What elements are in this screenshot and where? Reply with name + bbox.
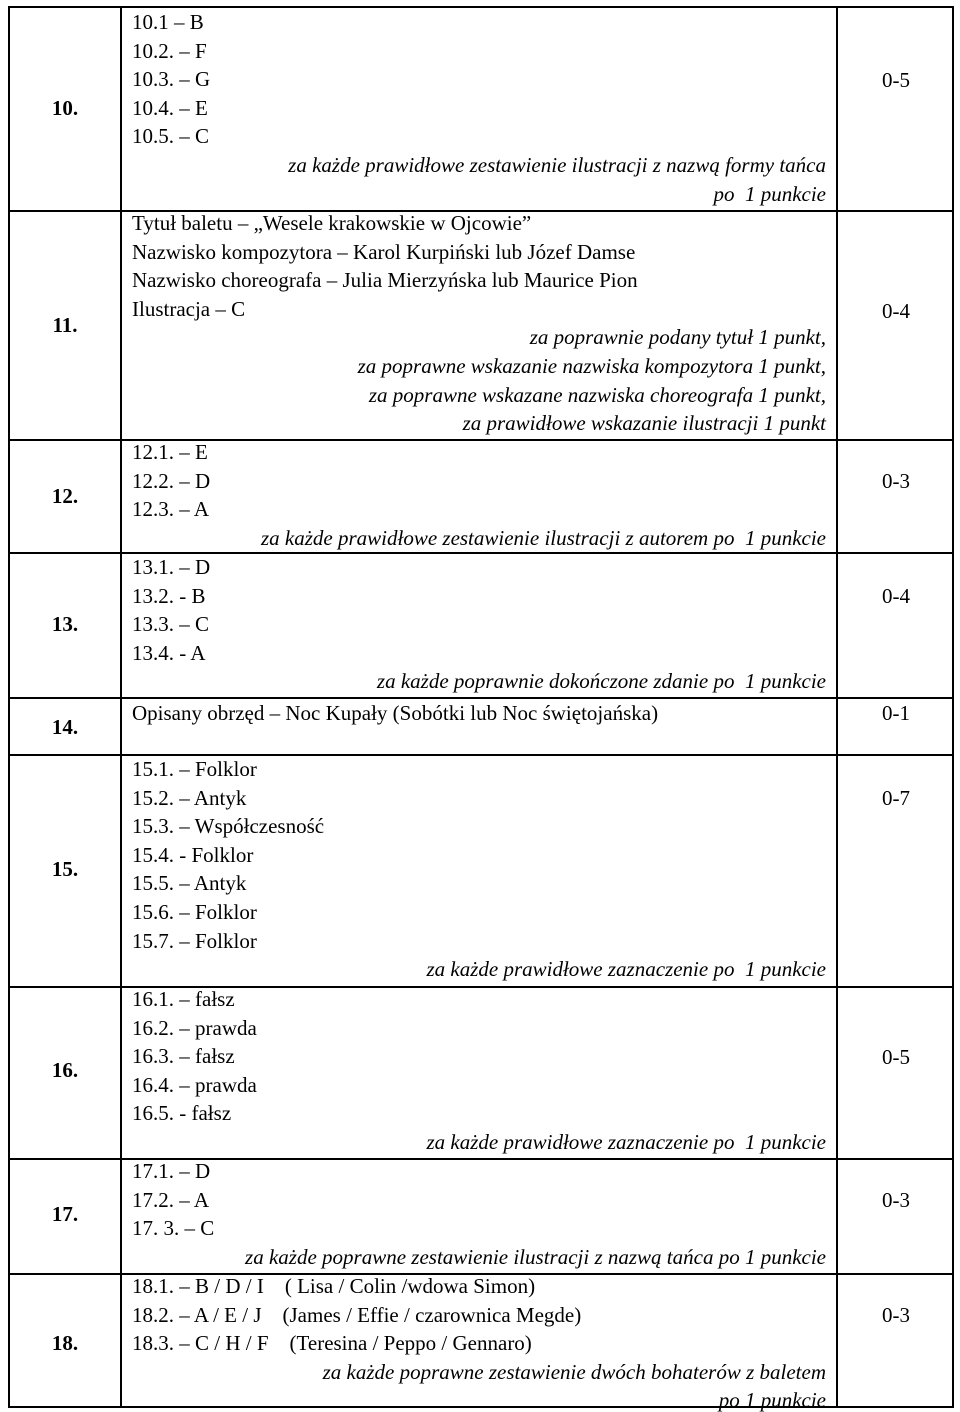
answer-line: 16.4. – prawda	[132, 1072, 257, 1097]
answer-line: 17. 3. – C	[132, 1216, 215, 1241]
scoring-note: za każde poprawne zestawienie dwóch bohaterów z baletem	[322, 1359, 826, 1384]
scoring-note: za poprawne wskazane nazwiska choreografa 1 punkt,	[368, 382, 826, 407]
answer-line: 16.5. - fałsz	[132, 1101, 232, 1126]
answer-line: 10.3. – G	[132, 67, 211, 92]
question-number: 14.	[51, 715, 79, 739]
answer-line: 18.2. – A / E / J (James / Effie / czarownica Megde)	[132, 1302, 582, 1327]
answer-line: 10.5. – C	[132, 124, 210, 149]
column-divider-points	[836, 8, 838, 1406]
answer-line: 18.3. – C / H / F (Teresina / Peppo / Gennaro)	[132, 1331, 532, 1356]
row-separator	[10, 1158, 952, 1160]
question-number: 17.	[51, 1202, 79, 1226]
answer-line: 12.2. – D	[132, 468, 211, 493]
answer-line: 15.2. – Antyk	[132, 785, 247, 810]
answer-line: 17.2. – A	[132, 1187, 210, 1212]
scoring-note: za każde prawidłowe zestawienie ilustracji z nazwą formy tańca	[288, 153, 826, 177]
answer-line: 15.3. – Współczesność	[132, 814, 325, 839]
row-separator	[10, 210, 952, 212]
row-separator	[10, 697, 952, 699]
points-value: 0-7	[882, 786, 910, 810]
row-separator	[10, 754, 952, 756]
row-separator	[10, 552, 952, 554]
row-separator	[10, 439, 952, 441]
answer-line: 12.3. – A	[132, 497, 210, 522]
question-number: 11.	[52, 313, 78, 337]
points-value: 0-3	[882, 469, 910, 493]
answer-line: 16.1. – fałsz	[132, 987, 235, 1011]
answer-line: Opisany obrzęd – Noc Kupały (Sobótki lub Noc świętojańska)	[132, 701, 659, 725]
question-number: 15.	[51, 857, 79, 881]
scoring-note: za prawidłowe wskazanie ilustracji 1 punkt	[462, 411, 826, 436]
scoring-note: za poprawnie podany tytuł 1 punkt,	[529, 325, 826, 350]
question-number: 10.	[51, 96, 79, 120]
answer-line: 18.1. – B / D / I ( Lisa / Colin /wdowa Simon)	[132, 1274, 536, 1298]
points-value: 0-3	[882, 1188, 910, 1212]
answer-line: 12.1. – E	[132, 440, 208, 464]
answer-line: 13.2. - B	[132, 583, 206, 608]
question-number: 13.	[51, 612, 79, 636]
answer-key-table	[8, 6, 954, 1412]
question-number: 18.	[51, 1331, 79, 1355]
points-value: 0-5	[882, 68, 910, 92]
answer-line: 15.1. – Folklor	[132, 757, 257, 781]
answer-line: 16.3. – fałsz	[132, 1044, 235, 1069]
scoring-note: po 1 punkcie	[713, 181, 826, 206]
answer-line: 15.5. – Antyk	[132, 871, 247, 896]
points-value: 0-5	[882, 1045, 910, 1069]
answer-line: 15.6. – Folklor	[132, 900, 257, 924]
answer-line: 16.2. – prawda	[132, 1015, 257, 1040]
row-separator	[10, 986, 952, 988]
question-number: 16.	[51, 1058, 79, 1082]
answer-line: Nazwisko choreografa – Julia Mierzyńska lub Maurice Pion	[132, 268, 638, 293]
scoring-note: za każde prawidłowe zaznaczenie po 1 punkcie	[426, 957, 826, 982]
scoring-note: za każde poprawnie dokończone zdanie po 1 punkcie	[376, 669, 826, 694]
answer-line: 17.1. – D	[132, 1159, 211, 1183]
points-value: 0-4	[882, 584, 910, 608]
scoring-note: po 1 punkcie	[718, 1388, 826, 1412]
scoring-note: za każde prawidłowe zaznaczenie po 1 punkcie	[426, 1130, 826, 1154]
answer-line: 13.3. – C	[132, 612, 210, 637]
answer-line: 15.4. - Folklor	[132, 842, 254, 867]
column-divider-number	[120, 8, 122, 1406]
answer-line: Nazwisko kompozytora – Karol Kurpiński lub Józef Damse	[132, 239, 636, 264]
answer-line: 10.1 – B	[132, 10, 204, 34]
answer-line: Ilustracja – C	[132, 296, 246, 321]
scoring-note: za każde poprawne zestawienie ilustracji z nazwą tańca po 1 punkcie	[245, 1244, 826, 1269]
points-value: 0-1	[882, 701, 910, 725]
answer-line: 10.2. – F	[132, 38, 207, 63]
answer-line: 13.1. – D	[132, 555, 211, 579]
scoring-note: za poprawne wskazanie nazwiska kompozytora 1 punkt,	[357, 354, 826, 378]
answer-line: 13.4. - A	[132, 640, 206, 665]
question-number: 12.	[51, 484, 79, 508]
answer-line: 15.7. – Folklor	[132, 928, 257, 953]
points-value: 0-4	[882, 299, 910, 323]
answer-line: 10.4. – E	[132, 95, 208, 120]
answer-line: Tytuł baletu – „Wesele krakowskie w Ojcowie”	[132, 211, 532, 235]
row-separator	[10, 1273, 952, 1275]
scoring-note: za każde prawidłowe zestawienie ilustracji z autorem po 1 punkcie	[260, 525, 826, 550]
points-value: 0-3	[882, 1303, 910, 1327]
